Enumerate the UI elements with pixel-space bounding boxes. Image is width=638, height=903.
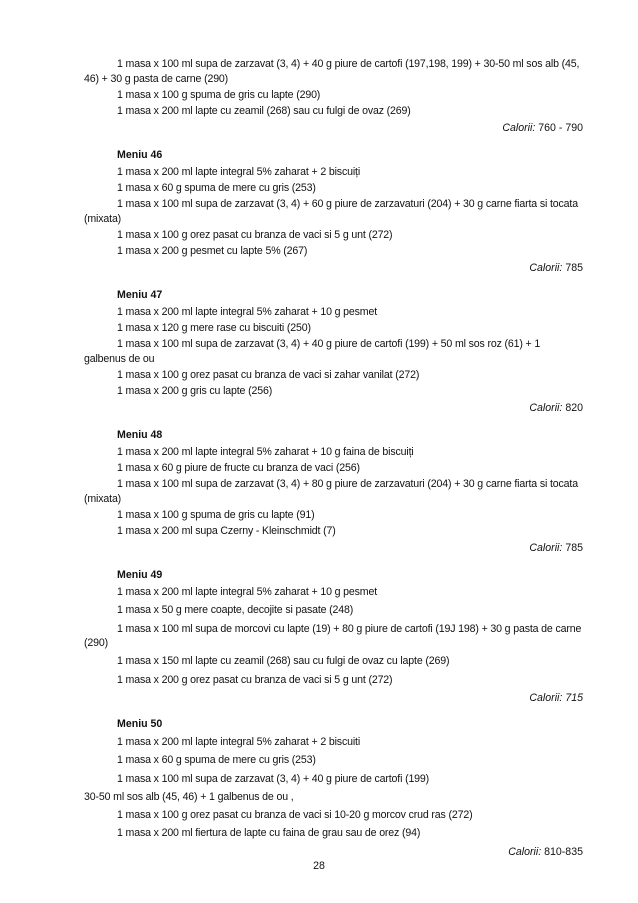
menu-line: 1 masa x 100 ml supa de zarzavat (3, 4) + 60 g piure de zarzavaturi (204) + 30 g carne fiarta si tocata (mixata): [84, 198, 578, 225]
menu-line: 1 masa x 200 ml lapte integral 5% zaharat + 10 g pesmet: [117, 586, 377, 598]
menu-47-block: [84, 288, 583, 416]
calories-value: 760 - 790: [538, 122, 583, 134]
menu-line: 1 masa x 100 g spuma de gris cu lapte (91): [117, 508, 315, 521]
calories-label: Calorii:: [529, 542, 563, 554]
menu-line: 1 masa x 100 ml supa de zarzavat (3, 4) + 40 g piure de cartofi (199) + 50 ml sos roz (61) + 1 galbenus de ou: [84, 338, 541, 365]
calories-label: Calorii:: [508, 845, 542, 858]
menu-50-block: [84, 717, 583, 859]
menu-line: 1 masa x 100 ml supa de morcovi cu lapte (19) + 80 g piure de cartofi (19J 198) + 30 g pasta de carne (290): [84, 622, 582, 650]
calories-value: 715: [565, 691, 583, 704]
menu-line: 1 masa x 100 g orez pasat cu branza de vaci si 10-20 g morcov crud ras (272): [117, 809, 473, 822]
menu-line: 1 masa x 60 g spuma de mere cu gris (253): [117, 182, 316, 194]
menu-line: 1 masa x 200 ml lapte integral 5% zaharat + 2 biscuiți: [117, 166, 361, 178]
calories-value: 810-835: [544, 845, 583, 858]
calories-line: [84, 541, 583, 556]
menu-line: 1 masa x 100 g spuma de gris cu lapte (290): [117, 88, 321, 101]
menu-title: Meniu 48: [117, 428, 163, 441]
menu-line: 1 masa x 60 g piure de fructe cu branza de vaci (256): [117, 462, 360, 474]
menu-line: 1 masa x 100 ml supa de zarzavat (3, 4) + 40 g piure de cartofi (199): [117, 772, 430, 785]
menu-line: 1 masa x 200 g gris cu lapte (256): [117, 384, 273, 397]
menu-line: 1 masa x 60 g spuma de mere cu gris (253): [117, 754, 316, 767]
menu-line: 1 masa x 200 g orez pasat cu branza de vaci si 5 g unt (272): [117, 673, 393, 686]
menu-line: 1 masa x 50 g mere coapte, decojite si pasate (248): [117, 604, 354, 617]
calories-label: Calorii:: [529, 262, 563, 274]
menu-line: 1 masa x 100 g orez pasat cu branza de vaci si zahar vanilat (272): [117, 368, 420, 381]
menu-title: Meniu 46: [117, 148, 163, 161]
menu-line: 1 masa x 150 ml lapte cu zeamil (268) sau cu fulgi de ovaz cu lapte (269): [117, 655, 450, 668]
menu-line: 1 masa x 200 ml supa Czerny - Kleinschmidt (7): [117, 524, 336, 537]
menu-line: 1 masa x 200 ml lapte integral 5% zaharat + 2 biscuiti: [117, 735, 361, 748]
menu-49-block: [84, 568, 583, 706]
menu-title: Meniu 50: [117, 718, 163, 731]
calories-value: 785: [565, 542, 583, 554]
menu-title: Meniu 47: [117, 288, 163, 301]
menu-line: 1 masa x 120 g mere rase cu biscuiti (250): [117, 322, 311, 334]
page-content: [84, 57, 583, 871]
menu-46-block: [84, 148, 583, 276]
menu-line: 30-50 ml sos alb (45, 46) + 1 galbenus de ou ,: [84, 790, 294, 803]
menu-title: Meniu 49: [117, 568, 163, 581]
page-number: 28: [313, 860, 325, 872]
menu-line: 1 masa x 100 ml supa de zarzavat (3, 4) + 80 g piure de zarzavaturi (204) + 30 g carne fiarta si tocata (mixata): [84, 478, 578, 505]
calories-line: [84, 261, 583, 276]
menu-line: 1 masa x 200 ml lapte integral 5% zaharat + 10 g pesmet: [117, 306, 377, 318]
menu-line: 1 masa x 200 ml lapte integral 5% zaharat + 10 g faina de biscuiți: [117, 446, 414, 458]
calories-label: Calorii:: [529, 691, 563, 704]
menu-line: 1 masa x 100 ml supa de zarzavat (3, 4) + 40 g piure de cartofi (197,198, 199) + 30-50 ml sos alb (45, 46) + 30 g pasta de carne (290): [84, 58, 580, 85]
calories-line: [84, 121, 583, 136]
intro-menu-block: [84, 57, 583, 136]
calories-label: Calorii:: [529, 402, 563, 414]
menu-line: 1 masa x 200 ml lapte cu zeamil (268) sau cu fulgi de ovaz (269): [117, 104, 411, 117]
menu-line: 1 masa x 100 g orez pasat cu branza de vaci si 5 g unt (272): [117, 228, 393, 241]
calories-line: [84, 845, 583, 860]
calories-value: 785: [565, 262, 583, 274]
calories-line: [84, 401, 583, 416]
menu-48-block: [84, 428, 583, 556]
calories-line: [84, 691, 583, 706]
menu-line: 1 masa x 200 ml fiertura de lapte cu faina de grau sau de orez (94): [117, 827, 421, 840]
calories-value: 820: [565, 402, 583, 414]
calories-label: Calorii:: [502, 122, 536, 134]
menu-line: 1 masa x 200 g pesmet cu lapte 5% (267): [117, 244, 308, 257]
